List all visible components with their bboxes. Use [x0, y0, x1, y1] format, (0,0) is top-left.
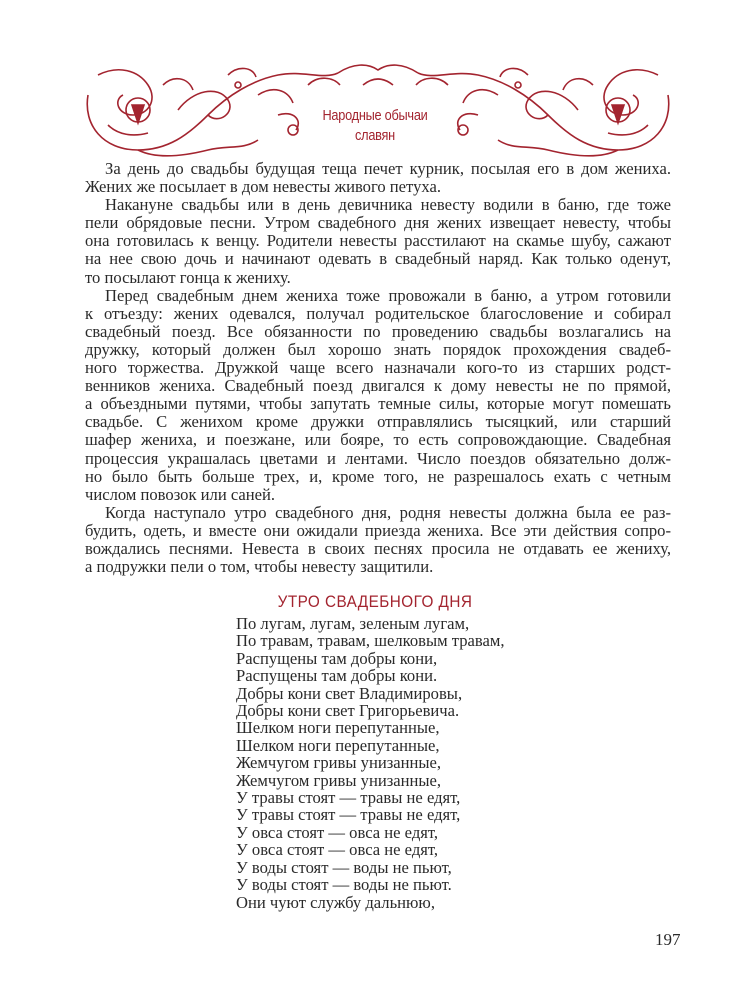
poem [236, 615, 505, 911]
body-line: дружку, который должен был хорошо знать порядок прохождения свадеб- [85, 339, 671, 359]
body-line: а подружки пели о том, чтобы невесту защитили. [85, 557, 434, 577]
body-text [85, 160, 671, 576]
body-line: Жених же посылает в дом невесты живого петуха. [85, 177, 441, 197]
running-header-line2: славян [355, 127, 395, 144]
page-number: 197 [655, 930, 681, 949]
body-line: свадьбе. С женихом кроме дружки отправлялись тысяцкий, или старший [85, 412, 671, 432]
poem-line: Шелком ноги перепутанные, [236, 735, 440, 755]
body-line: процессия украшалась цветами и лентами. Число поездов обязательно долж- [85, 448, 671, 468]
body-line: на нее свою дочь и начинают одевать в свадебный наряд. Как только оденут, [85, 249, 671, 269]
body-line: а объездными путями, чтобы запутать темные силы, которые могут помешать [85, 394, 671, 414]
poem-line: У овса стоят — овса не едят, [236, 822, 439, 842]
body-line: Когда наступало утро свадебного дня, родня невесты должна была ее раз- [105, 502, 671, 522]
body-line: она готовилась к венцу. Родители невесты расстилают на скамье шубу, сажают [85, 231, 671, 251]
poem-line: Распущены там добры кони. [236, 666, 438, 686]
poem-line: По лугам, лугам, зеленым лугам, [236, 614, 470, 633]
body-line: венников жениха. Свадебный поезд двигался к дому невесты не по прямой, [85, 376, 671, 396]
body-line: За день до свадьбы будущая теща печет курник, посылая его в дом жениха. [105, 159, 671, 178]
poem-line: Распущены там добры кони, [236, 648, 438, 668]
poem-line: Шелком ноги перепутанные, [236, 718, 440, 738]
body-line: вождались песнями. Невеста в своих песнях просила не отдавать ее жениху, [85, 538, 671, 558]
poem-line: У воды стоят — воды не пьют. [236, 875, 452, 895]
body-line: будить, одеть, и вместе они ожидали приезда жениха. Все эти действия сопро- [85, 520, 671, 540]
poem-line: Добры кони свет Григорьевича. [236, 701, 460, 721]
body-line: Накануне свадьбы или в день девичника невесту водили в баню, где тоже [105, 195, 671, 215]
body-line: шафер жениха, и поезжане, или бояре, то есть сопровождающие. Свадебная [85, 430, 671, 450]
body-line: но было быть больше трех, и, кроме того, не разрешалось ехать с четным [85, 466, 671, 486]
running-header-line1: Народные обычаи [322, 107, 428, 124]
body-line: свадебный поезд. Все обязанности по проведению свадьбы возлагались на [85, 321, 671, 341]
body-line: числом повозок или саней. [85, 484, 276, 504]
poem-line: Добры кони свет Владимировы, [236, 683, 463, 703]
body-line: Перед свадебным днем жениха тоже провожали в баню, а утром готовили [105, 285, 671, 305]
body-line: то посылают гонца к жениху. [85, 267, 291, 287]
poem-line: Жемчугом гривы унизанные, [236, 753, 442, 773]
poem-line: У овса стоят — овса не едят, [236, 840, 439, 860]
poem-title: УТРО СВАДЕБНОГО ДНЯ [277, 592, 473, 611]
poem-line: Жемчугом гривы унизанные, [236, 770, 442, 790]
poem-line: У воды стоят — воды не пьют, [236, 857, 452, 877]
poem-line: У травы стоят — травы не едят, [236, 788, 461, 808]
poem-line: Они чуют службу дальнюю, [236, 892, 435, 912]
poem-line: У травы стоят — травы не едят, [236, 805, 461, 825]
body-line: к отъезду: жених одевался, получал родительское благословение и собирал [85, 303, 671, 323]
body-line: ного торжества. Дружкой чаще всего назначали кого-то из старших родст- [85, 358, 671, 378]
body-line: пели обрядовые песни. Утром свадебного дня жених извещает невесту, чтобы [85, 213, 671, 233]
poem-line: По травам, травам, шелковым травам, [236, 631, 505, 651]
